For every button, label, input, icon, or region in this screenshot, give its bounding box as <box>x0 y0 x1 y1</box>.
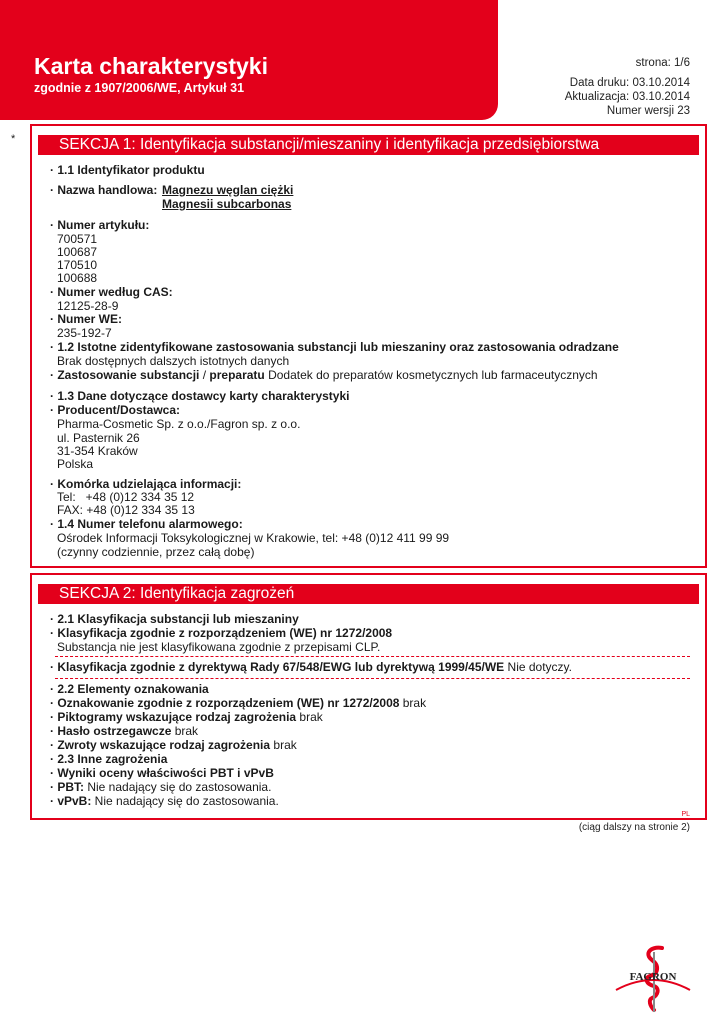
page-number: strona: 1/6 <box>635 57 690 69</box>
divider <box>55 656 690 657</box>
cas-label: · Numer według CAS: <box>50 285 173 299</box>
producer-line: Polska <box>57 457 94 471</box>
emergency-line-1: Ośrodek Informacji Toksykologicznej w Krakowie, tel: +48 (0)12 411 99 99 <box>57 531 450 545</box>
clp-label: · Klasyfikacja zgodnie z rozporządzeniem (WE) nr 1272/2008 <box>50 626 393 640</box>
pictograms-text: brak <box>296 710 323 724</box>
clp-text: Substancja nie jest klasyfikowana zgodnie z przepisami CLP. <box>57 640 381 654</box>
article-number-label: · Numer artykułu: <box>50 218 150 232</box>
footer-divider <box>55 819 690 820</box>
vpvb-text: Nie nadający się do zastosowania. <box>91 794 279 808</box>
hazard-statements-line <box>50 738 297 752</box>
document-subtitle: zgodnie z 1907/2006/WE, Artykuł 31 <box>34 81 245 95</box>
pbt-heading: · Wyniki oceny właściwości PBT i vPvB <box>50 766 274 780</box>
trade-name-2: Magnesii subcarbonas <box>162 197 292 211</box>
article-number: 700571 <box>57 232 98 246</box>
pbt-text: Nie nadający się do zastosowania. <box>84 780 272 794</box>
signal-word-line <box>50 724 198 738</box>
vpvb-label: · vPvB: <box>50 794 92 808</box>
we-number: 235-192-7 <box>57 326 112 340</box>
use-label: · Zastosowanie substancji <box>50 368 200 382</box>
signal-word-text: brak <box>171 724 199 738</box>
language-code: PL <box>681 811 690 818</box>
article-number: 170510 <box>57 258 98 272</box>
use-line <box>50 368 598 382</box>
section-1-title: SEKCJA 1: Identyfikacja substancji/mieszaniny i identyfikacja przedsiębiorstwa <box>38 135 699 155</box>
pbt-line <box>50 780 271 794</box>
trade-name-label: · Nazwa handlowa: <box>50 183 158 197</box>
divider <box>55 678 690 679</box>
s1-3-heading: · 1.3 Dane dotyczące dostawcy karty charakterystyki <box>50 389 350 403</box>
labelling-text: brak <box>399 696 427 710</box>
fagron-logo <box>610 944 696 1014</box>
directive-text: Nie dotyczy. <box>504 660 573 674</box>
we-label: · Numer WE: <box>50 312 122 326</box>
use-text: Dodatek do preparatów kosmetycznych lub farmaceutycznych <box>264 368 598 382</box>
header-banner <box>0 0 498 120</box>
article-number: 100688 <box>57 271 98 285</box>
directive-line <box>50 660 572 674</box>
hazard-statements-label: · Zwroty wskazujące rodzaj zagrożenia <box>50 738 271 752</box>
vpvb-line <box>50 794 279 808</box>
hazard-statements-text: brak <box>270 738 297 752</box>
version-number: Numer wersji 23 <box>606 105 690 117</box>
producer-line: Pharma-Cosmetic Sp. z o.o./Fagron sp. z o.o. <box>57 417 301 431</box>
s2-3-heading: · 2.3 Inne zagrożenia <box>50 752 168 766</box>
logo-text: FAGRON <box>629 971 677 983</box>
trade-name-1: Magnezu węglan ciężki <box>162 183 294 197</box>
labelling-label: · Oznakowanie zgodnie z rozporządzeniem (WE) nr 1272/2008 <box>50 696 400 710</box>
section-2-title: SEKCJA 2: Identyfikacja zagrożeń <box>38 584 699 604</box>
use-label-2: preparatu <box>209 368 265 382</box>
producer-label: · Producent/Dostawca: <box>50 403 181 417</box>
use-separator: / <box>199 368 210 382</box>
pictograms-label: · Piktogramy wskazujące rodzaj zagrożenia <box>50 710 297 724</box>
info-label: · Komórka udzielająca informacji: <box>50 477 242 491</box>
pictograms-line <box>50 710 323 724</box>
pbt-label: · PBT: <box>50 780 84 794</box>
producer-line: 31-354 Kraków <box>57 444 138 458</box>
s1-4-heading: · 1.4 Numer telefonu alarmowego: <box>50 517 243 531</box>
article-number: 100687 <box>57 245 98 259</box>
info-tel: Tel: +48 (0)12 334 35 12 <box>57 490 195 504</box>
emergency-line-2: (czynny codziennie, przez całą dobę) <box>57 545 255 559</box>
producer-line: ul. Pasternik 26 <box>57 431 140 445</box>
continued-note: (ciąg dalszy na stronie 2) <box>578 822 690 833</box>
directive-label: · Klasyfikacja zgodnie z dyrektywą Rady 67/548/EWG lub dyrektywą 1999/45/WE <box>50 660 505 674</box>
labelling-line <box>50 696 426 710</box>
update-date: Aktualizacja: 03.10.2014 <box>564 91 690 103</box>
s2-2-heading: · 2.2 Elementy oznakowania <box>50 682 209 696</box>
print-date: Data druku: 03.10.2014 <box>569 77 690 89</box>
signal-word-label: · Hasło ostrzegawcze <box>50 724 172 738</box>
revision-marker: * <box>11 133 16 145</box>
s1-2-text: Brak dostępnych dalszych istotnych danych <box>57 354 290 368</box>
cas-number: 12125-28-9 <box>57 299 119 313</box>
document-title: Karta charakterystyki <box>34 53 268 79</box>
s1-2-heading: · 1.2 Istotne zidentyfikowane zastosowania substancji lub mieszaniny oraz zastosowania odradzane <box>50 340 619 354</box>
s2-1-heading: · 2.1 Klasyfikacja substancji lub mieszaniny <box>50 612 299 626</box>
s1-1-heading: · 1.1 Identyfikator produktu <box>50 163 205 177</box>
info-fax: FAX: +48 (0)12 334 35 13 <box>57 503 195 517</box>
